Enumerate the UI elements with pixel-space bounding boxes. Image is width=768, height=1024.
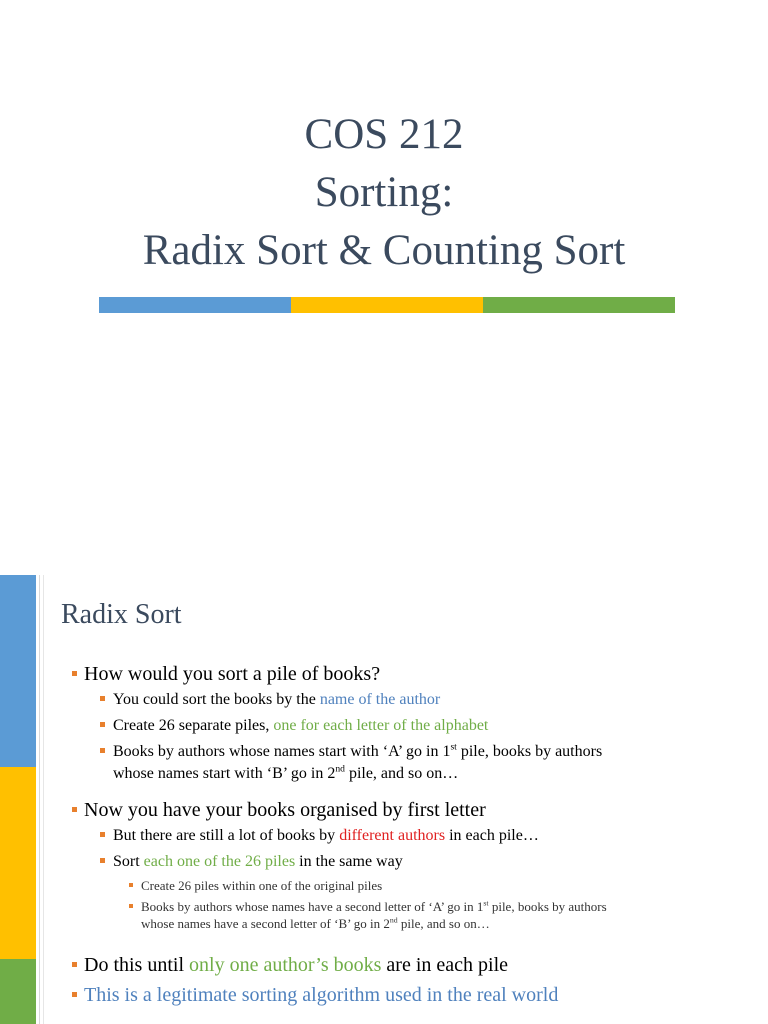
bullet-text: in each pile…: [445, 827, 539, 844]
sub-bullet-author-name: [70, 687, 760, 713]
color-bar-blue: [99, 297, 291, 313]
bullet-square-icon: [100, 748, 105, 753]
bullet-text: pile, books by authors: [456, 743, 603, 760]
sub-bullet-sort-each-pile: [70, 849, 760, 875]
bullet-sort-books: [70, 661, 760, 687]
slide-body: [70, 661, 760, 1010]
sub-bullet-first-letter-piles: [70, 739, 760, 785]
highlight-text: one for each letter of the alphabet: [273, 717, 489, 734]
bullet-square-icon: [100, 722, 105, 727]
highlight-text: each one of the 26 piles: [143, 853, 296, 870]
bullet-text: Books by authors whose names have a second letter of ‘A’ go in 1: [141, 899, 484, 914]
bullet-square-icon: [100, 858, 105, 863]
bullet-text: This is a legitimate sorting algorithm used in the real world: [84, 984, 559, 1006]
sidebar-green-segment: [0, 959, 36, 1024]
radix-sort-slide: [0, 575, 768, 1024]
sub-bullet-26-piles: [70, 713, 760, 739]
bullet-square-icon: [72, 807, 77, 812]
highlight-text: different authors: [339, 827, 446, 844]
slide-heading: Radix Sort: [61, 599, 182, 630]
sidebar-divider: [39, 575, 40, 1024]
bullet-text: How would you sort a pile of books?: [84, 663, 381, 685]
bullet-text: are in each pile: [381, 954, 509, 976]
bullet-legitimate-algorithm: [70, 980, 760, 1010]
bullet-do-until: [70, 950, 760, 980]
bullet-text: pile, books by authors: [488, 899, 607, 914]
bullet-square-icon: [72, 992, 77, 997]
title-color-bar: [99, 297, 675, 313]
ordinal-suffix: st: [483, 898, 489, 908]
title-course-code: COS 212: [304, 111, 464, 158]
sidebar-divider-inner: [43, 575, 44, 1024]
bullet-text: Do this until: [84, 954, 190, 976]
bullet-organised-by-letter: [70, 797, 760, 823]
bullet-text: Create 26 piles within one of the original piles: [141, 878, 383, 893]
ordinal-suffix: nd: [389, 915, 398, 925]
sidebar-blue-segment: [0, 575, 36, 767]
bullet-square-icon: [129, 904, 133, 908]
bullet-text: pile, and so on…: [397, 916, 490, 931]
title-subtopic: Radix Sort & Counting Sort: [142, 227, 626, 274]
sub-sub-bullet-create-piles: [70, 877, 760, 894]
bullet-square-icon: [100, 696, 105, 701]
sub-bullet-different-authors: [70, 823, 760, 849]
bullet-square-icon: [100, 832, 105, 837]
bullet-square-icon: [72, 671, 77, 676]
slide-sidebar: [0, 575, 36, 1024]
bullet-text: You could sort the books by the: [113, 691, 320, 708]
bullet-text: whose names start with ‘B’ go in 2: [113, 765, 336, 782]
ordinal-suffix: st: [450, 741, 457, 753]
bullet-square-icon: [72, 962, 77, 967]
bullet-text: Sort: [113, 853, 144, 870]
bullet-text: Books by authors whose names start with ‘A’ go in 1: [113, 743, 451, 760]
bullet-text: pile, and so on…: [344, 765, 459, 782]
highlight-text: name of the author: [319, 691, 441, 708]
title-topic: Sorting:: [314, 169, 454, 216]
slide-title: [0, 106, 768, 280]
bullet-text: But there are still a lot of books by: [113, 827, 340, 844]
bullet-text: Now you have your books organised by first letter: [84, 799, 486, 821]
highlight-text: only one author’s books: [189, 954, 382, 976]
color-bar-yellow: [291, 297, 483, 313]
ordinal-suffix: nd: [335, 763, 345, 775]
bullet-square-icon: [129, 883, 133, 887]
color-bar-green: [483, 297, 675, 313]
sidebar-yellow-segment: [0, 767, 36, 959]
bullet-text: Create 26 separate piles,: [113, 717, 274, 734]
bullet-text: in the same way: [295, 853, 403, 870]
bullet-text: whose names have a second letter of ‘B’ go in 2: [141, 916, 390, 931]
sub-sub-bullet-second-letter: [70, 898, 760, 932]
